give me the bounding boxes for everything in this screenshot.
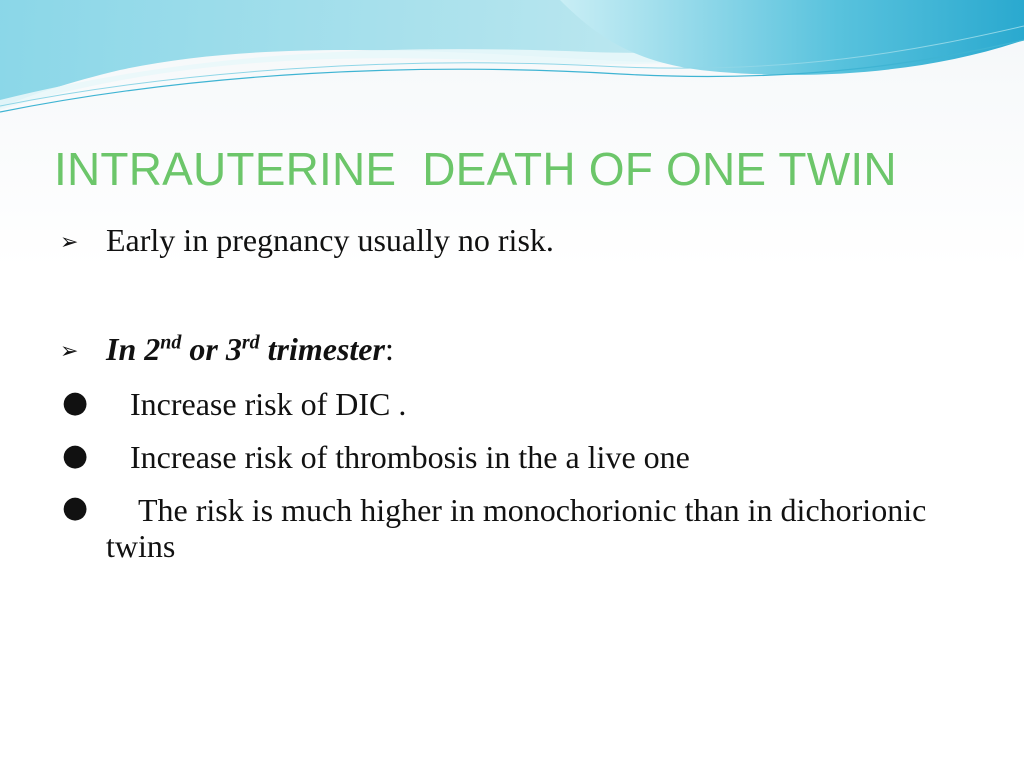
bullet-item <box>60 492 960 564</box>
trimester-part: or 3 <box>181 331 242 367</box>
trimester-heading <box>106 331 394 367</box>
bullet-text: The risk is much higher in monochorionic than in dichorionic twins <box>106 492 935 564</box>
round-bullet-icon: ● <box>62 385 89 420</box>
bullet-item <box>60 331 960 368</box>
trimester-part: trimester <box>259 331 385 367</box>
bullet-item <box>60 439 960 476</box>
trimester-colon: : <box>384 331 394 367</box>
bullet-text: Increase risk of thrombosis in the a live one <box>106 439 690 475</box>
round-bullet-icon: ● <box>62 438 89 473</box>
round-bullet-icon: ● <box>62 490 89 525</box>
bullet-item <box>60 386 960 423</box>
bullet-list <box>60 222 960 564</box>
trimester-part: In 2 <box>106 331 161 367</box>
arrowhead-bullet-icon: ➢ <box>60 230 79 255</box>
ordinal-suffix: nd <box>160 331 182 354</box>
slide-title: INTRAUTERINE DEATH OF ONE TWIN <box>54 143 897 195</box>
bullet-text: Early in pregnancy usually no risk. <box>106 222 554 258</box>
bullet-item <box>60 222 960 259</box>
bullet-text: Increase risk of DIC . <box>106 386 407 422</box>
header-wave-decoration <box>0 0 1024 130</box>
ordinal-suffix: rd <box>241 331 260 354</box>
trimester-emphasis <box>106 331 385 367</box>
arrowhead-bullet-icon: ➢ <box>60 339 79 364</box>
